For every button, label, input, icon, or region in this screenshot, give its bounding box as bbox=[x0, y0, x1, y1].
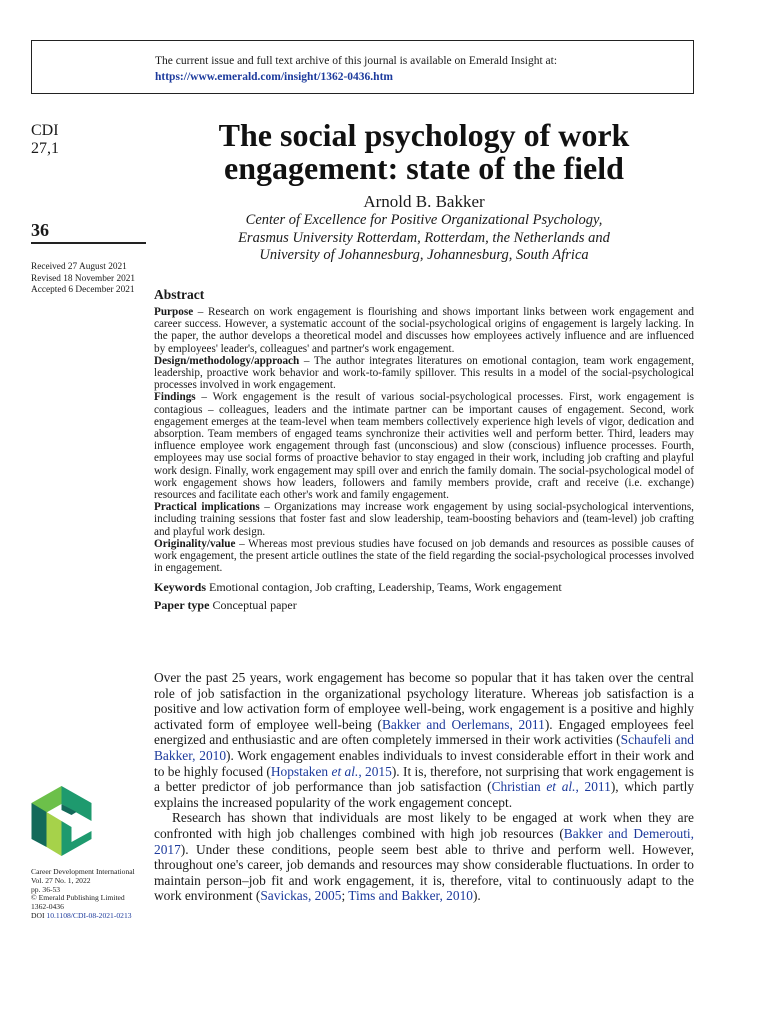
abstract-heading: Abstract bbox=[154, 287, 205, 302]
body-text-run: Over the past 25 years, work engagement has become so popular that it has taken over the central role of job satisfaction in the organizational psychology literature. Whereas job satisfaction is a positive and low activation form of employee well-being, work engagement is a positive and highly activated form of employee well-being ( bbox=[154, 670, 694, 732]
page-number: 36 bbox=[31, 220, 49, 240]
body-text-run: ; bbox=[341, 888, 349, 904]
title-line-2: engagement: state of the field bbox=[224, 150, 624, 186]
originality-label: Originality/value bbox=[154, 537, 236, 550]
abstract-originality bbox=[154, 538, 694, 575]
revised-date: Revised 18 November 2021 bbox=[31, 273, 136, 284]
author-name: Arnold B. Bakker bbox=[363, 192, 485, 211]
affiliation-line-1: Center of Excellence for Positive Organizational Psychology, bbox=[245, 212, 603, 228]
margin-divider bbox=[31, 242, 146, 244]
journal-abbrev: CDI bbox=[31, 122, 59, 139]
abstract-purpose bbox=[154, 306, 694, 355]
doi-link[interactable]: 10.1108/CDI-08-2021-0213 bbox=[46, 910, 132, 920]
citation-part: Hopstaken bbox=[270, 763, 332, 779]
article-body bbox=[154, 670, 694, 904]
citation-link[interactable]: Bakker and Demerouti, 2017 bbox=[154, 825, 694, 857]
abstract-section bbox=[154, 287, 694, 613]
body-text-run: ). Engaged employees feel energized and enthusiastic and are often completely immersed in their work activities ( bbox=[154, 716, 694, 748]
pub-issn: 1362-0436 bbox=[31, 902, 64, 912]
purpose-text: – Research on work engagement is flourishing and shows important links between work engagement and career success. However, a systematic account of the social-psychological origins of engagement is largely lacking. In the paper, the author develops a theoretical model and discusses how employees actively influence and are influenced by employees' leader's, colleagues' and partner's work engagement. bbox=[154, 306, 694, 355]
title-line-1: The social psychology of work bbox=[218, 117, 630, 153]
pub-volume: Vol. 27 No. 1, 2022 bbox=[31, 875, 91, 885]
citation-link[interactable] bbox=[271, 764, 392, 779]
affiliation-line-3: University of Johannesburg, Johannesburg, South Africa bbox=[259, 247, 589, 263]
citation-link[interactable]: Tims and Bakker, 2010 bbox=[348, 888, 473, 904]
practical-label: Practical implications bbox=[154, 501, 260, 514]
journal-logo-icon bbox=[31, 786, 92, 856]
pub-copyright: © Emerald Publishing Limited bbox=[31, 893, 125, 903]
publication-info bbox=[31, 868, 135, 921]
journal-code bbox=[31, 122, 59, 158]
abstract-practical bbox=[154, 501, 694, 538]
affiliation-line-2: Erasmus University Rotterdam, Rotterdam, the Netherlands and bbox=[238, 229, 610, 246]
paper-type bbox=[154, 598, 694, 613]
citation-part: Christian bbox=[491, 779, 547, 795]
article-title bbox=[154, 119, 694, 185]
practical-text: – Organizations may increase work engagement by using social-psychological interventions, including training sessions that foster fast and slow leadership, team-boosting behaviors and (team-level) job crafting and playful work design. bbox=[154, 501, 694, 538]
abstract-design bbox=[154, 355, 694, 392]
abstract-findings bbox=[154, 391, 694, 501]
body-text-run: ). bbox=[472, 888, 481, 904]
body-text-run: ). Work engagement enables individuals to invest considerable effort in their work and to be highly focused ( bbox=[154, 747, 694, 779]
originality-text: – Whereas most previous studies have focused on job demands and resources as possible causes of work engagement, the present article outlines the state of the field regarding the social-psychological processes involved in engagement. bbox=[154, 537, 694, 575]
body-text-run: Research has shown that individuals are most likely to be engaged at work when they are confronted with high job challenges combined with high job resources ( bbox=[154, 810, 694, 841]
paper-type-text: Conceptual paper bbox=[209, 598, 297, 613]
keywords-label: Keywords bbox=[154, 580, 206, 595]
logo-facet-top-right bbox=[62, 786, 92, 821]
citation-part: , 2015 bbox=[358, 763, 392, 779]
pub-pages: pp. 36-53 bbox=[31, 884, 61, 894]
citation-part: et al. bbox=[331, 763, 359, 779]
logo-facet-inner bbox=[47, 812, 62, 856]
citation-part: et al. bbox=[546, 779, 576, 795]
author-affiliation bbox=[154, 212, 694, 265]
findings-label: Findings bbox=[154, 391, 196, 404]
body-text-run: ). It is, therefore, not surprising that work engagement is a better predictor of job performance than job satisfaction ( bbox=[154, 763, 694, 795]
body-paragraph-2 bbox=[154, 810, 694, 904]
citation-link[interactable] bbox=[492, 779, 611, 794]
body-paragraph-1 bbox=[154, 670, 694, 810]
body-text-run: ). Under these conditions, people seem best able to thrive and perform well. However, throughout one's career, job demands and resources may show considerable fluctuations. In order to maintain person–job fit and work engagement, it is, therefore, vital to continuously adapt to the work environment ( bbox=[154, 841, 694, 904]
design-text: – The author integrates literatures on emotional contagion, team work engagement, leadership, proactive work behavior and work-to-family spillover. This results in a model of the social-psychological processes involved in work engagement. bbox=[154, 354, 694, 392]
access-notice-text: The current issue and full text archive of this journal is available on Emerald Insight at: bbox=[155, 55, 558, 67]
accepted-date: Accepted 6 December 2021 bbox=[31, 285, 135, 295]
body-text-run: ), which partly explains the increased popularity of the work engagement concept. bbox=[154, 779, 694, 810]
doi-label: DOI bbox=[31, 910, 47, 920]
citation-link[interactable]: Bakker and Oerlemans, 2011 bbox=[381, 716, 545, 732]
article-dates bbox=[31, 262, 135, 297]
keywords bbox=[154, 580, 694, 595]
citation-link[interactable]: Schaufeli and Bakker, 2010 bbox=[154, 732, 695, 763]
citation-part: , 2011 bbox=[575, 779, 611, 795]
access-notice-box bbox=[31, 40, 694, 94]
journal-url-link[interactable]: https://www.emerald.com/insight/1362-0436.htm bbox=[155, 71, 393, 83]
design-label: Design/methodology/approach bbox=[154, 354, 300, 367]
pub-doi bbox=[31, 912, 135, 921]
pub-journal: Career Development International bbox=[31, 867, 135, 876]
journal-volume: 27,1 bbox=[31, 140, 59, 157]
received-date: Received 27 August 2021 bbox=[31, 262, 127, 272]
logo-facet-bottom bbox=[62, 821, 92, 856]
keywords-text: Emotional contagion, Job crafting, Leadership, Teams, Work engagement bbox=[206, 580, 562, 595]
paper-type-label: Paper type bbox=[154, 598, 210, 613]
findings-text: – Work engagement is the result of various social-psychological processes. First, work engagement is contagious – colleagues, leaders and the intimate partner can be important causes of engagement. Second, work engagement emerges at the team-level when team members collectively experience high levels of vigor, dedication and absorption. Team members of engaged teams synchronize their activities well and perform better. Third, leaders may influence employee work engagement through fast (unconscious) and slow (conscious) influence processes. Fourth, employees may use social forms of proactive behavior to stay engaged in their work, including job crafting and playful work design. Finally, work engagement may spill over and enrich the family domain. The social-psychological model of work engagement shows how leaders, followers and family members provide, craft and receive (i.e. exchange) resources and facilitate each other's work and family engagement. bbox=[154, 391, 694, 502]
purpose-label: Purpose bbox=[154, 306, 194, 318]
citation-link[interactable]: Savickas, 2005 bbox=[260, 888, 342, 904]
